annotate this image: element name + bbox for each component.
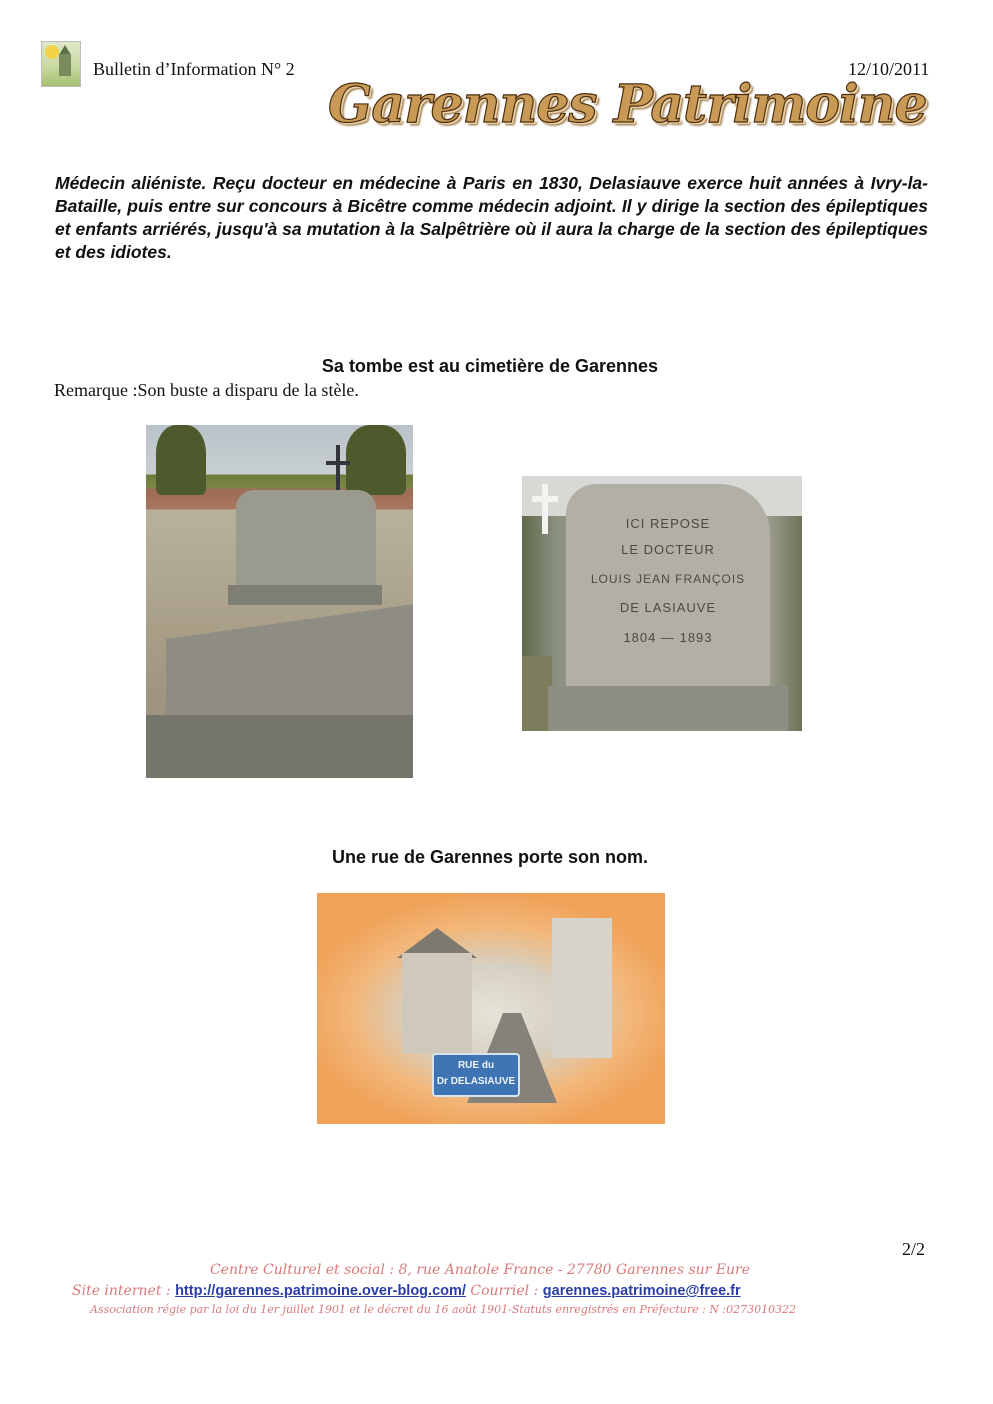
sun-icon [45, 45, 59, 59]
email-link[interactable]: garennes.patrimoine@free.fr [542, 1283, 741, 1299]
footer-address: Centre Culturel et social : 8, rue Anatole France - 27780 Garennes sur Eure [209, 1262, 751, 1278]
stele-base [548, 686, 788, 731]
street-heading: Une rue de Garennes porte son nom. [331, 847, 649, 867]
street-sign [432, 1053, 520, 1097]
site-link[interactable]: http://garennes.patrimoine.over-blog.com/ [175, 1283, 466, 1299]
cross-bar [326, 461, 350, 465]
tomb-wide-photo [146, 425, 413, 778]
tomb-heading: Sa tombe est au cimetière de Garennes [321, 356, 659, 376]
street-sign-line: Dr DELASIAUVE [436, 1076, 516, 1087]
tree [346, 425, 406, 495]
white-cross-bar [532, 496, 558, 502]
inscription-line: 1804 — 1893 [623, 630, 713, 645]
intro-paragraph: Médecin aliéniste. Reçu docteur en médecine à Paris en 1830, Delasiauve exerce huit années à Ivry-la-Bataille, puis entre sur concours à Bicêtre comme médecin adjoint. Il y dirige la section des épileptiques et enfants arriérés, jusqu'à sa mutation à la Salpêtrière où il aura la charge de la section des épileptiques et des idiotes. [55, 173, 928, 262]
page-number: 2/2 [902, 1239, 926, 1259]
church-icon [59, 54, 71, 76]
brand-title: Garennes Patrimoine [328, 74, 927, 135]
street-sign-line: RUE du [457, 1060, 495, 1071]
inscription-line: DE LASIAUVE [619, 600, 717, 615]
footer-legal: Association régie par la loi du 1er juillet 1901 et le décret du 16 août 1901-Statuts enregistrés en Préfecture : N :0273010322 [90, 1303, 797, 1316]
stele-closeup-photo [522, 476, 802, 731]
house-left [402, 953, 472, 1053]
white-cross-icon [542, 484, 548, 534]
footer-contact [72, 1283, 741, 1299]
email-label: Courriel : [470, 1283, 539, 1299]
inscription-line: LE DOCTEUR [621, 542, 715, 557]
association-logo [41, 41, 81, 87]
bulletin-number: Bulletin d’Information N° 2 [93, 59, 295, 79]
remark-text: Remarque :Son buste a disparu de la stèle. [54, 380, 359, 400]
tomb-stele [236, 490, 376, 600]
tree [156, 425, 206, 495]
street-photo [317, 893, 665, 1124]
bulletin-date: 12/10/2011 [848, 59, 930, 79]
stele-stone [566, 484, 770, 689]
tomb-slab-front [146, 715, 413, 778]
inscription-line: LOUIS JEAN FRANÇOIS [590, 572, 746, 586]
house-right [552, 918, 612, 1058]
site-label: Site internet : [72, 1283, 171, 1299]
inscription-line: ICI REPOSE [625, 516, 711, 531]
tomb-stele-base [228, 585, 382, 605]
